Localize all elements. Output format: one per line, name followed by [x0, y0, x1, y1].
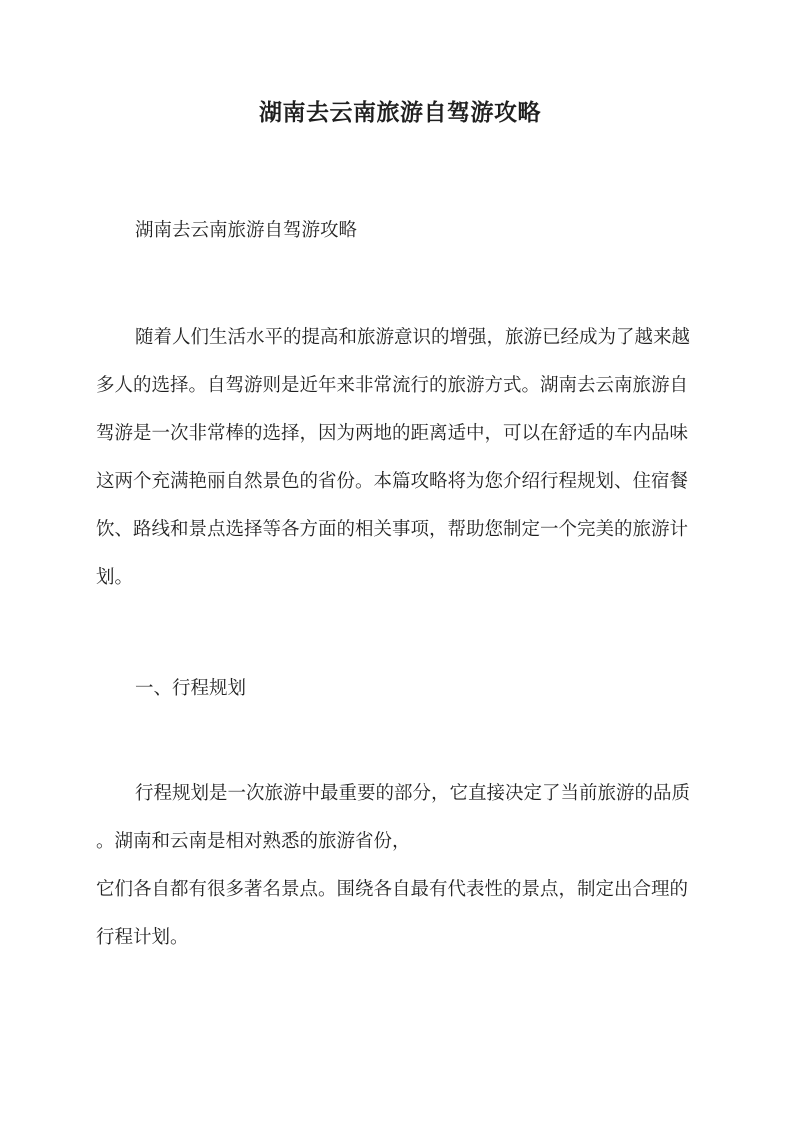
document-title: 湖南去云南旅游自驾游攻略 [259, 99, 541, 126]
section-line-2: 。湖南和云南是相对熟悉的旅游省份， [96, 831, 411, 852]
intro-line-1: 随着人们生活水平的提高和旅游意识的增强，旅游已经成为了越来越 [135, 327, 691, 348]
intro-line-6: 划。 [96, 567, 134, 588]
intro-line-4: 这两个充满艳丽自然景色的省份。本篇攻略将为您介绍行程规划、住宿餐 [96, 471, 689, 492]
section-heading: 一、行程规划 [135, 678, 247, 699]
document-subtitle: 湖南去云南旅游自驾游攻略 [135, 220, 358, 241]
section-line-1: 行程规划是一次旅游中最重要的部分，它直接决定了当前旅游的品质 [135, 783, 691, 804]
intro-line-2: 多人的选择。自驾游则是近年来非常流行的旅游方式。湖南去云南旅游自 [96, 375, 689, 396]
intro-line-5: 饮、路线和景点选择等各方面的相关事项，帮助您制定一个完美的旅游计 [96, 519, 689, 540]
intro-line-3: 驾游是一次非常棒的选择，因为两地的距离适中，可以在舒适的车内品味 [96, 423, 689, 444]
section-line-3: 它们各自都有很多著名景点。围绕各自最有代表性的景点，制定出合理的 [96, 879, 689, 900]
section-line-4: 行程计划。 [96, 927, 189, 948]
